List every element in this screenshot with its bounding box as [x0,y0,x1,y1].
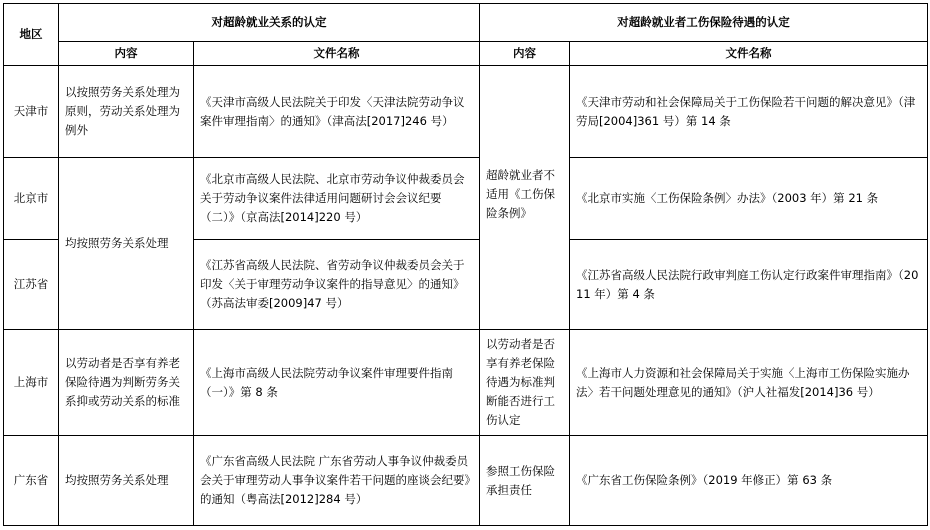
injury-doc-cell: 《江苏省高级人民法院行政审判庭工伤认定行政案件审理指南》（2011 年）第 4 条 [570,240,928,330]
injury-content-header: 内容 [480,42,570,66]
region-cell: 上海市 [4,330,59,436]
employment-doc-cell: 《广东省高级人民法院 广东省劳动人事争议仲裁委员会关于审理劳动人事争议案件若干问题的座谈会纪要》的通知（粤高法[2012]284 号） [194,436,480,526]
table-row [4,158,928,240]
employment-doc-cell: 《天津市高级人民法院关于印发〈天津法院劳动争议案件审理指南〉的通知》（津高法[2017]246 号） [194,66,480,158]
region-cell: 天津市 [4,66,59,158]
employment-group-header: 对超龄就业关系的认定 [59,4,480,42]
employment-content-cell: 均按照劳务关系处理 [59,436,194,526]
region-cell: 北京市 [4,158,59,240]
employment-content-cell: 以按照劳务关系处理为原则，劳动关系处理为例外 [59,66,194,158]
table-row [4,66,928,158]
employment-content-cell: 以劳动者是否享有养老保险待遇为判断劳务关系抑或劳动关系的标准 [59,330,194,436]
regional-policy-table [3,3,928,526]
employment-doc-cell: 《北京市高级人民法院、北京市劳动争议仲裁委员会关于劳动争议案件法律适用问题研讨会会议纪要（二）》（京高法[2014]220 号） [194,158,480,240]
employment-filename-header: 文件名称 [194,42,480,66]
region-cell: 广东省 [4,436,59,526]
injury-doc-cell: 《天津市劳动和社会保障局关于工伤保险若干问题的解决意见》（津劳局[2004]361 号）第 14 条 [570,66,928,158]
table-row [4,330,928,436]
table-row [4,436,928,526]
employment-content-cell: 均按照劳务关系处理 [59,158,194,330]
injury-doc-cell: 《上海市人力资源和社会保障局关于实施〈上海市工伤保险实施办法〉若干问题处理意见的通知》（沪人社福发[2014]36 号） [570,330,928,436]
employment-doc-cell: 《江苏省高级人民法院、省劳动争议仲裁委员会关于印发〈关于审理劳动争议案件的指导意见〉的通知》（苏高法审委[2009]47 号） [194,240,480,330]
injury-doc-cell: 《北京市实施〈工伤保险条例〉办法》（2003 年）第 21 条 [570,158,928,240]
region-cell: 江苏省 [4,240,59,330]
employment-content-header: 内容 [59,42,194,66]
injury-doc-cell: 《广东省工伤保险条例》（2019 年修正）第 63 条 [570,436,928,526]
injury-filename-header: 文件名称 [570,42,928,66]
employment-doc-cell: 《上海市高级人民法院劳动争议案件审理要件指南（一）》第 8 条 [194,330,480,436]
injury-group-header: 对超龄就业者工伤保险待遇的认定 [480,4,928,42]
injury-content-cell: 以劳动者是否享有养老保险待遇为标准判断能否进行工伤认定 [480,330,570,436]
injury-content-cell: 超龄就业者不适用《工伤保险条例》 [480,66,570,330]
region-header: 地区 [4,4,59,66]
injury-content-cell: 参照工伤保险承担责任 [480,436,570,526]
